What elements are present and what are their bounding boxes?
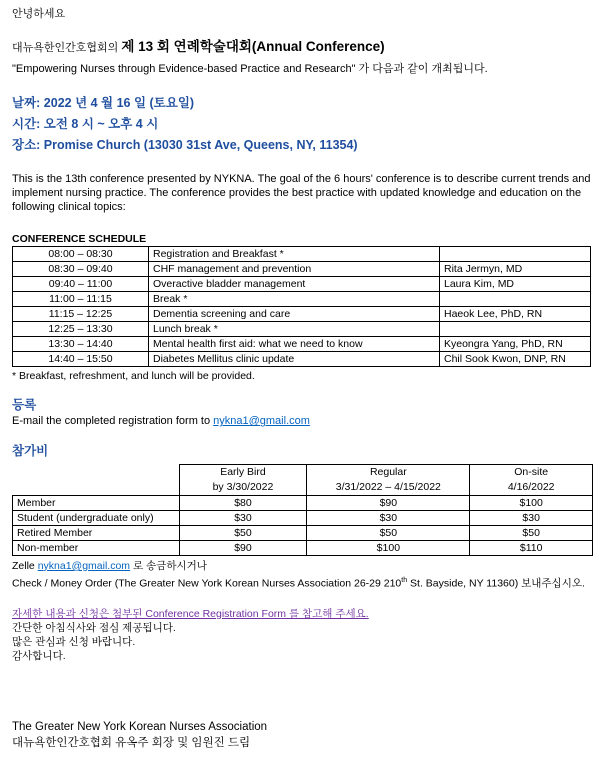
fee-onsite: $110	[470, 540, 593, 555]
description: This is the 13th conference presented by NYKNA. The goal of the 6 hours' conference is to describe current trends and implement nursing practice. The conference provides the best practice with updated knowledge and education on the following clinical topics:	[12, 172, 591, 213]
schedule-title: CONFERENCE SCHEDULE	[12, 232, 147, 245]
schedule-topic: Diabetes Mellitus clinic update	[149, 352, 440, 367]
schedule-time: 08:30 – 09:40	[13, 262, 149, 277]
fee-row	[13, 495, 593, 510]
fee-header-row	[13, 464, 593, 495]
fee-onsite: $30	[470, 510, 593, 525]
org-prefix: 대뉴욕한인간호협회의	[12, 41, 122, 54]
fee-heading: 참가비	[12, 443, 49, 458]
signature-en: The Greater New York Korean Nurses Association	[12, 721, 268, 733]
fee-category: Retired Member	[13, 525, 180, 540]
fee-category: Member	[13, 495, 180, 510]
place-line: 장소: Promise Church (13030 31st Ave, Queens, NY, 11354)	[12, 137, 358, 152]
signature-ko: 대뉴욕한인간호협회 유옥주 회장 및 임원진 드림	[12, 736, 251, 749]
conference-title: 제 13 회 연례학술대회(Annual Conference)	[121, 38, 385, 54]
zelle-email-link[interactable]: nykna1@gmail.com	[37, 559, 131, 572]
registration-line	[12, 414, 593, 429]
registration-heading: 등록	[12, 398, 37, 413]
schedule-row	[13, 262, 591, 277]
fee-row	[13, 540, 593, 555]
fee-col-early: Early Bird by 3/30/2022	[179, 464, 307, 495]
schedule-row	[13, 292, 591, 307]
registration-email-link[interactable]: nykna1@gmail.com	[213, 415, 310, 428]
fee-regular: $100	[307, 540, 470, 555]
schedule-speaker	[440, 322, 591, 337]
interest-note: 많은 관심과 신청 바랍니다.	[12, 636, 136, 649]
schedule-speaker: Haeok Lee, PhD, RN	[440, 307, 591, 322]
fee-early: $90	[179, 540, 307, 555]
fee-table	[12, 464, 593, 556]
schedule-table	[12, 246, 591, 367]
greeting: 안녕하세요	[12, 8, 66, 20]
schedule-row	[13, 322, 591, 337]
schedule-speaker	[440, 247, 591, 262]
schedule-topic: Break *	[149, 292, 440, 307]
schedule-row	[13, 307, 591, 322]
signature-block	[12, 720, 267, 751]
conference-heading	[12, 38, 593, 56]
fee-onsite: $50	[470, 525, 593, 540]
fee-category: Student (undergraduate only)	[13, 510, 180, 525]
fee-col-onsite: On-site 4/16/2022	[470, 464, 593, 495]
schedule-row	[13, 337, 591, 352]
schedule-time: 09:40 – 11:00	[13, 277, 149, 292]
fee-regular: $90	[307, 495, 470, 510]
meal-note: 간단한 아침식사와 점심 제공됩니다.	[12, 621, 176, 634]
schedule-topic: Lunch break *	[149, 322, 440, 337]
date-line: 날짜: 2022 년 4 월 16 일 (토요일)	[12, 95, 195, 110]
fee-early: $50	[179, 525, 307, 540]
thanks: 감사합니다.	[12, 650, 66, 663]
details-link[interactable]: 자세한 내용과 신청은 첨부된 Conference Registration Form 를 참고해 주세요.	[12, 607, 369, 620]
check-line: Check / Money Order (The Greater New York Korean Nurses Association 26-29 210th St. Bayside, NY 11360) 보내주십시오.	[12, 577, 585, 590]
schedule-topic: CHF management and prevention	[149, 262, 440, 277]
schedule-time: 11:00 – 11:15	[13, 292, 149, 307]
registration-text: E-mail the completed registration form to	[12, 415, 214, 428]
schedule-time: 14:40 – 15:50	[13, 352, 149, 367]
schedule-topic: Mental health first aid: what we need to know	[149, 337, 440, 352]
schedule-speaker: Laura Kim, MD	[440, 277, 591, 292]
schedule-speaker: Kyeongra Yang, PhD, RN	[440, 337, 591, 352]
fee-col-regular: Regular 3/31/2022 – 4/15/2022	[307, 464, 470, 495]
fee-regular: $30	[307, 510, 470, 525]
time-line: 시간: 오전 8 시 ~ 오후 4 시	[12, 116, 159, 131]
schedule-note: * Breakfast, refreshment, and lunch will be provided.	[12, 370, 255, 383]
fee-header-empty	[13, 464, 180, 495]
schedule-row	[13, 277, 591, 292]
schedule-topic: Registration and Breakfast *	[149, 247, 440, 262]
schedule-row	[13, 247, 591, 262]
schedule-time: 12:25 – 13:30	[13, 322, 149, 337]
schedule-speaker	[440, 292, 591, 307]
schedule-topic: Overactive bladder management	[149, 277, 440, 292]
schedule-row	[13, 352, 591, 367]
theme-line: "Empowering Nurses through Evidence-based Practice and Research" 가 다음과 같이 개최됩니다.	[12, 63, 488, 76]
schedule-speaker: Chil Sook Kwon, DNP, RN	[440, 352, 591, 367]
schedule-time: 13:30 – 14:40	[13, 337, 149, 352]
zelle-line: Zelle nykna1@gmail.com 로 송금하시거나	[12, 559, 207, 572]
schedule-speaker: Rita Jermyn, MD	[440, 262, 591, 277]
fee-onsite: $100	[470, 495, 593, 510]
schedule-topic: Dementia screening and care	[149, 307, 440, 322]
fee-regular: $50	[307, 525, 470, 540]
fee-row	[13, 525, 593, 540]
fee-category: Non-member	[13, 540, 180, 555]
fee-early: $80	[179, 495, 307, 510]
fee-row	[13, 510, 593, 525]
schedule-time: 08:00 – 08:30	[13, 247, 149, 262]
fee-early: $30	[179, 510, 307, 525]
schedule-time: 11:15 – 12:25	[13, 307, 149, 322]
